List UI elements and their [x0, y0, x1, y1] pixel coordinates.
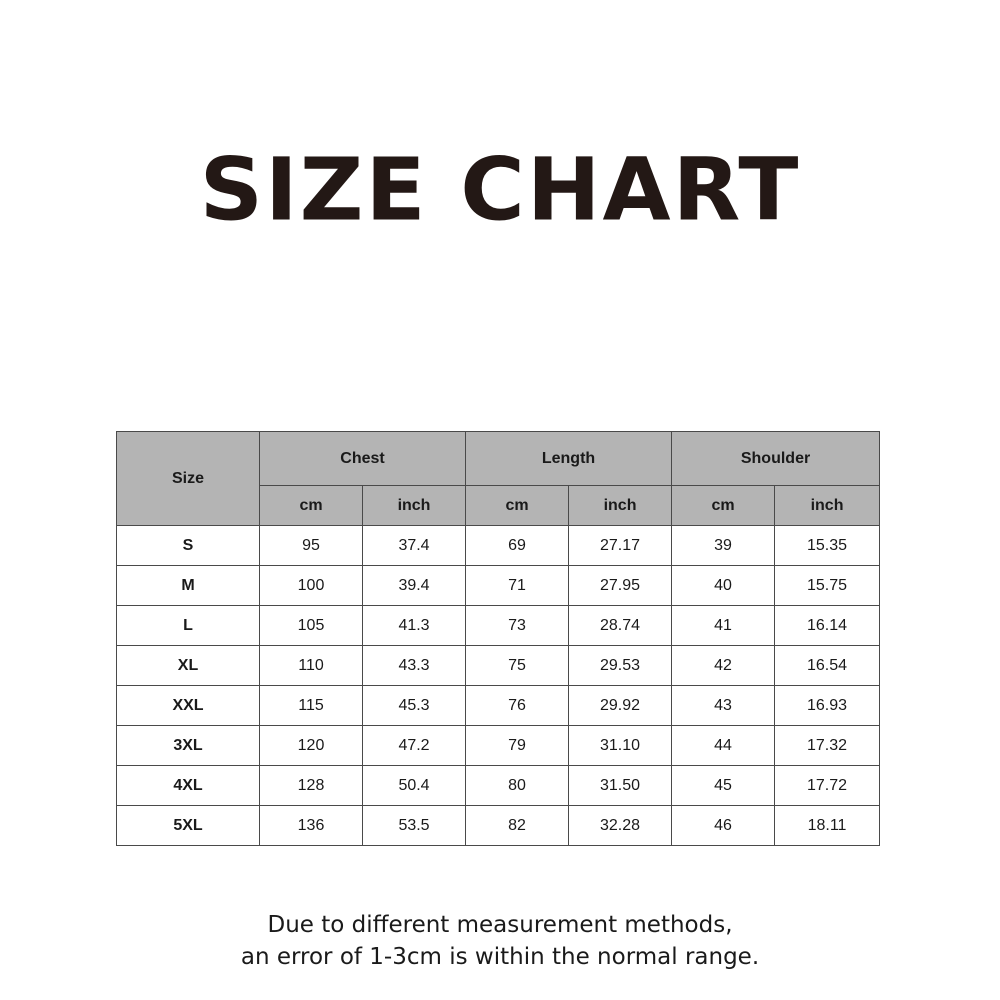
measurement-cell: 27.95: [569, 566, 672, 606]
size-column-header: Size: [117, 432, 260, 526]
size-cell: XL: [117, 646, 260, 686]
table-row: [117, 726, 880, 766]
measurement-cell: 43: [672, 686, 775, 726]
measurement-cell: 41.3: [363, 606, 466, 646]
note-line-1: Due to different measurement methods,: [267, 912, 733, 938]
chest-header: Chest: [260, 432, 466, 486]
measurement-cell: 50.4: [363, 766, 466, 806]
measurement-cell: 42: [672, 646, 775, 686]
measurement-cell: 75: [466, 646, 569, 686]
measurement-cell: 28.74: [569, 606, 672, 646]
measurement-cell: 41: [672, 606, 775, 646]
size-cell: M: [117, 566, 260, 606]
measurement-cell: 15.35: [775, 526, 880, 566]
measurement-cell: 120: [260, 726, 363, 766]
measurement-cell: 45: [672, 766, 775, 806]
size-chart-table: [116, 431, 880, 846]
measurement-cell: 82: [466, 806, 569, 846]
measurement-cell: 73: [466, 606, 569, 646]
table-row: [117, 646, 880, 686]
measurement-cell: 105: [260, 606, 363, 646]
unit-header: inch: [775, 486, 880, 526]
note-line-2: an error of 1-3cm is within the normal range.: [240, 944, 760, 970]
measurement-cell: 79: [466, 726, 569, 766]
measurement-cell: 18.11: [775, 806, 880, 846]
table-row: [117, 526, 880, 566]
measurement-cell: 95: [260, 526, 363, 566]
measurement-cell: 115: [260, 686, 363, 726]
measurement-cell: 27.17: [569, 526, 672, 566]
measurement-cell: 100: [260, 566, 363, 606]
size-cell: L: [117, 606, 260, 646]
size-cell: 3XL: [117, 726, 260, 766]
measurement-cell: 43.3: [363, 646, 466, 686]
measurement-cell: 32.28: [569, 806, 672, 846]
measurement-cell: 37.4: [363, 526, 466, 566]
measurement-note: [0, 909, 1000, 973]
measurement-cell: 40: [672, 566, 775, 606]
measurement-cell: 110: [260, 646, 363, 686]
measurement-cell: 15.75: [775, 566, 880, 606]
measurement-cell: 16.93: [775, 686, 880, 726]
unit-header: inch: [569, 486, 672, 526]
measurement-cell: 76: [466, 686, 569, 726]
measurement-cell: 136: [260, 806, 363, 846]
measurement-cell: 69: [466, 526, 569, 566]
measurement-cell: 31.50: [569, 766, 672, 806]
table-row: [117, 566, 880, 606]
measurement-cell: 46: [672, 806, 775, 846]
measurement-cell: 45.3: [363, 686, 466, 726]
table-header: [117, 432, 880, 526]
page-title: SIZE CHART: [199, 139, 801, 240]
measurement-cell: 71: [466, 566, 569, 606]
table-body: [117, 526, 880, 846]
table-row: [117, 686, 880, 726]
measurement-cell: 29.53: [569, 646, 672, 686]
measurement-cell: 29.92: [569, 686, 672, 726]
measurement-cell: 17.72: [775, 766, 880, 806]
unit-header: cm: [672, 486, 775, 526]
measurement-cell: 39.4: [363, 566, 466, 606]
unit-header: cm: [260, 486, 363, 526]
table-row: [117, 806, 880, 846]
measurement-cell: 17.32: [775, 726, 880, 766]
size-cell: 4XL: [117, 766, 260, 806]
shoulder-header: Shoulder: [672, 432, 880, 486]
measurement-cell: 53.5: [363, 806, 466, 846]
size-cell: XXL: [117, 686, 260, 726]
table-row: [117, 766, 880, 806]
measurement-cell: 44: [672, 726, 775, 766]
size-cell: S: [117, 526, 260, 566]
unit-header: cm: [466, 486, 569, 526]
measurement-cell: 16.54: [775, 646, 880, 686]
measurement-cell: 39: [672, 526, 775, 566]
measurement-cell: 31.10: [569, 726, 672, 766]
size-cell: 5XL: [117, 806, 260, 846]
table-header-group-row: [117, 432, 880, 486]
table-row: [117, 606, 880, 646]
length-header: Length: [466, 432, 672, 486]
measurement-cell: 80: [466, 766, 569, 806]
measurement-cell: 128: [260, 766, 363, 806]
measurement-cell: 16.14: [775, 606, 880, 646]
unit-header: inch: [363, 486, 466, 526]
measurement-cell: 47.2: [363, 726, 466, 766]
